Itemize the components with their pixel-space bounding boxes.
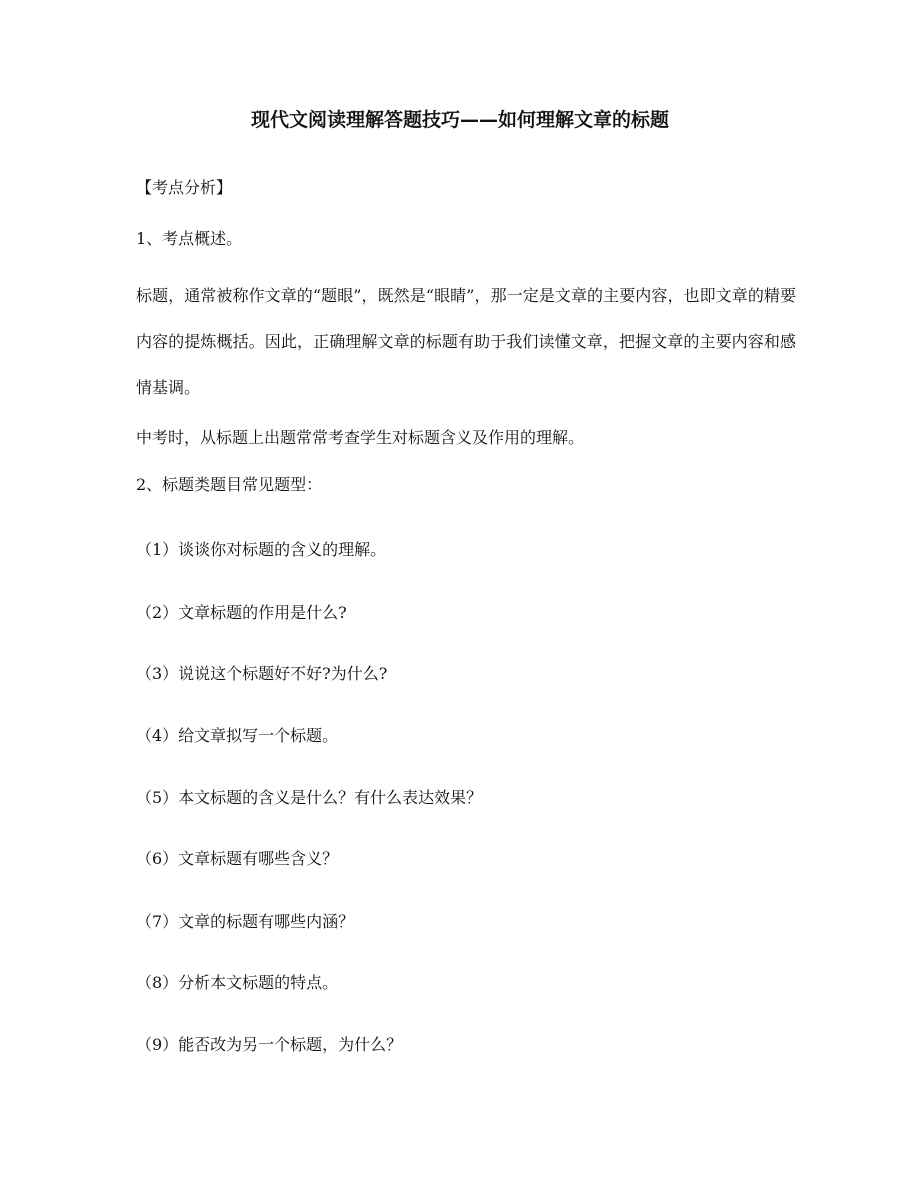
- point1-paragraph: 标题，通常被称作文章的“题眼”，既然是“眼睛”，那一定是文章的主要内容，也即文章的精要内容的提炼概括。因此，正确理解文章的标题有助于我们读懂文章，把握文章的主要内容和感情基调。: [136, 286, 796, 397]
- question-type-item: （9）能否改为另一个标题，为什么？: [136, 1035, 403, 1054]
- question-type-item: （2）文章标题的作用是什么?: [136, 603, 347, 622]
- question-type-item: （6）文章标题有哪些含义？: [136, 849, 339, 868]
- question-type-item: （8）分析本文标题的特点。: [136, 973, 339, 992]
- question-type-item: （1）谈谈你对标题的含义的理解。: [136, 540, 387, 559]
- section-heading: 【考点分析】: [136, 178, 233, 197]
- point1-note: 中考时，从标题上出题常常考查学生对标题含义及作用的理解。: [136, 428, 585, 447]
- question-type-item: （5）本文标题的含义是什么？有什么表达效果？: [136, 788, 483, 807]
- question-type-item: （4）给文章拟写一个标题。: [136, 726, 339, 745]
- question-type-item: （3）说说这个标题好不好?为什么?: [136, 664, 388, 683]
- point2-heading: 2、标题类题目常见题型：: [136, 475, 323, 494]
- point1-heading: 1、考点概述。: [136, 229, 243, 248]
- question-type-item: （7）文章的标题有哪些内涵？: [136, 912, 355, 931]
- document-title: 现代文阅读理解答题技巧——如何理解文章的标题: [250, 109, 669, 131]
